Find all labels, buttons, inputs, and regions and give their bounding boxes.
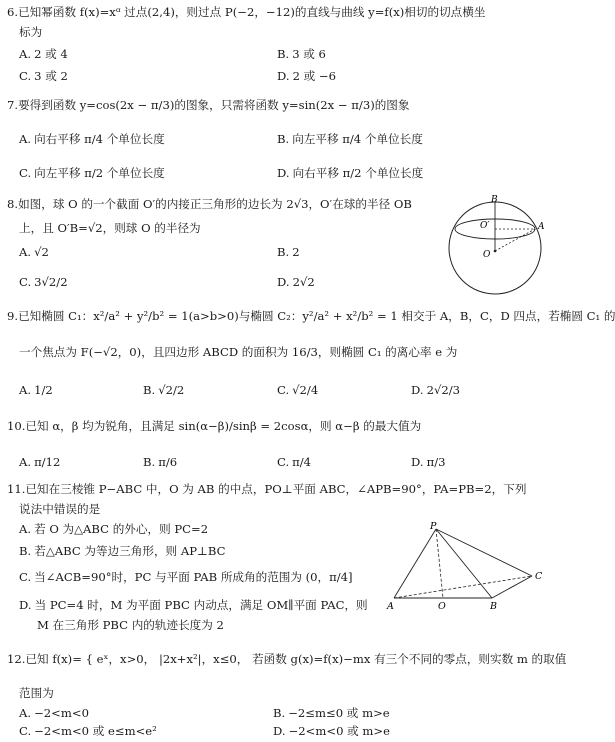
option-a: A. 1/2 <box>19 383 53 397</box>
option-b: B. π/6 <box>143 455 178 469</box>
option-d: D. π/3 <box>411 455 446 469</box>
question-stem-line: 如图，球 O 的一个截面 O′的内接正三角形的边长为 2√3，O′在球的半径 OB <box>18 197 412 211</box>
label-o-prime: O′ <box>480 221 490 231</box>
edge-pc <box>436 529 532 576</box>
question-number: 10. <box>7 419 26 433</box>
option-a: A. √2 <box>19 245 49 259</box>
option-c: C. 3 或 2 <box>19 69 68 83</box>
option-a: A. π/12 <box>19 455 61 469</box>
question-number: 11. <box>7 482 26 496</box>
option-d-continued: M 在三角形 PBC 内的轨迹长度为 2 <box>37 618 224 632</box>
label-b: B <box>490 601 497 612</box>
question-number: 9. <box>7 309 19 323</box>
option-a: A. 向右平移 π/4 个单位长度 <box>19 132 165 146</box>
sphere-figure <box>440 193 550 298</box>
edge-bc <box>492 576 532 598</box>
option-d: D. 当 PC=4 时，M 为平面 PBC 内动点，满足 OM∥平面 PAC，则 <box>19 598 368 612</box>
label-p: P <box>430 521 437 532</box>
option-b: B. 向左平移 π/4 个单位长度 <box>277 132 423 146</box>
question-number: 7. <box>7 98 19 112</box>
question-stem-line: 说法中错误的是 <box>19 502 101 516</box>
question-stem-line: 上，且 O′B=√2，则球 O 的半径为 <box>19 221 201 235</box>
option-b: B. 2 <box>277 245 300 259</box>
option-b: B. −2≤m≤0 或 m>e <box>273 706 390 720</box>
option-d: D. 2√2 <box>277 275 315 289</box>
question-number: 6. <box>7 5 19 19</box>
option-c: C. 向左平移 π/2 个单位长度 <box>19 166 165 180</box>
question-stem-line: 已知椭圆 C₁：x²/a² + y²/b² = 1(a>b>0)与椭圆 C₂：y²/a² + x²/b² = 1 相交于 A，B，C，D 四点，若椭圆 C₁ 的 <box>18 309 615 323</box>
option-c: C. √2/4 <box>277 383 319 397</box>
label-b: B <box>491 195 498 205</box>
label-c: C <box>535 571 543 582</box>
option-c: C. 3√2/2 <box>19 275 68 289</box>
option-d: D. 2√2/3 <box>411 383 461 397</box>
option-b: B. √2/2 <box>143 383 185 397</box>
question-stem-line: 已知在三棱锥 P−ABC 中，O 为 AB 的中点，PO⊥平面 ABC，∠APB=90°，PA=PB=2，下列 <box>25 482 527 496</box>
option-d: D. 向右平移 π/2 个单位长度 <box>277 166 424 180</box>
option-a: A. 若 O 为△ABC 的外心，则 PC=2 <box>19 522 209 536</box>
question-stem-line: 已知 f(x)= { eˣ，x>0， |2x+x²|，x≤0， 若函数 g(x)=f(x)−mx 有三个不同的零点，则实数 m 的取值 <box>25 652 567 666</box>
option-a: A. 2 或 4 <box>19 47 68 61</box>
option-c: C. −2<m<0 或 e≤m<e² <box>19 724 157 738</box>
edge-pb <box>436 529 492 598</box>
option-c: C. 当∠ACB=90°时，PC 与平面 PAB 所成角的范围为 (0，π/4] <box>19 570 353 584</box>
label-o: O <box>438 601 446 612</box>
question-stem-line: 范围为 <box>19 686 54 700</box>
label-o: O <box>483 250 491 260</box>
option-d: D. −2<m<0 或 m>e <box>273 724 391 738</box>
label-a: A <box>387 601 394 612</box>
segment-oa <box>495 229 535 251</box>
question-stem-line: 一个焦点为 F(−√2，0)，且四边形 ABCD 的面积为 16/3，则椭圆 C₁ 的离心率 e 为 <box>19 345 458 359</box>
option-d: D. 2 或 −6 <box>277 69 337 83</box>
question-stem-line: 已知 α，β 均为锐角，且满足 sin(α−β)/sinβ = 2cosα，则 α−β 的最大值为 <box>25 419 422 433</box>
edge-pa <box>394 529 436 598</box>
pyramid-figure <box>384 520 550 612</box>
question-stem-line: 标为 <box>19 25 43 39</box>
option-a: A. −2<m<0 <box>19 706 89 720</box>
question-stem-line: 已知幂函数 f(x)=xᵅ 过点(2,4)，则过点 P(−2，−12)的直线与曲线 y=f(x)相切的切点横坐 <box>18 5 486 19</box>
option-b: B. 若△ABC 为等边三角形，则 AP⊥BC <box>19 544 226 558</box>
question-stem-line: 要得到函数 y=cos(2x − π/3)的图象，只需将函数 y=sin(2x − π/3)的图象 <box>18 98 410 112</box>
question-number: 12. <box>7 652 26 666</box>
question-number: 8. <box>7 197 19 211</box>
option-b: B. 3 或 6 <box>277 47 326 61</box>
segment-po <box>436 529 443 598</box>
label-a: A <box>538 222 545 232</box>
option-c: C. π/4 <box>277 455 312 469</box>
point-o <box>494 250 497 253</box>
